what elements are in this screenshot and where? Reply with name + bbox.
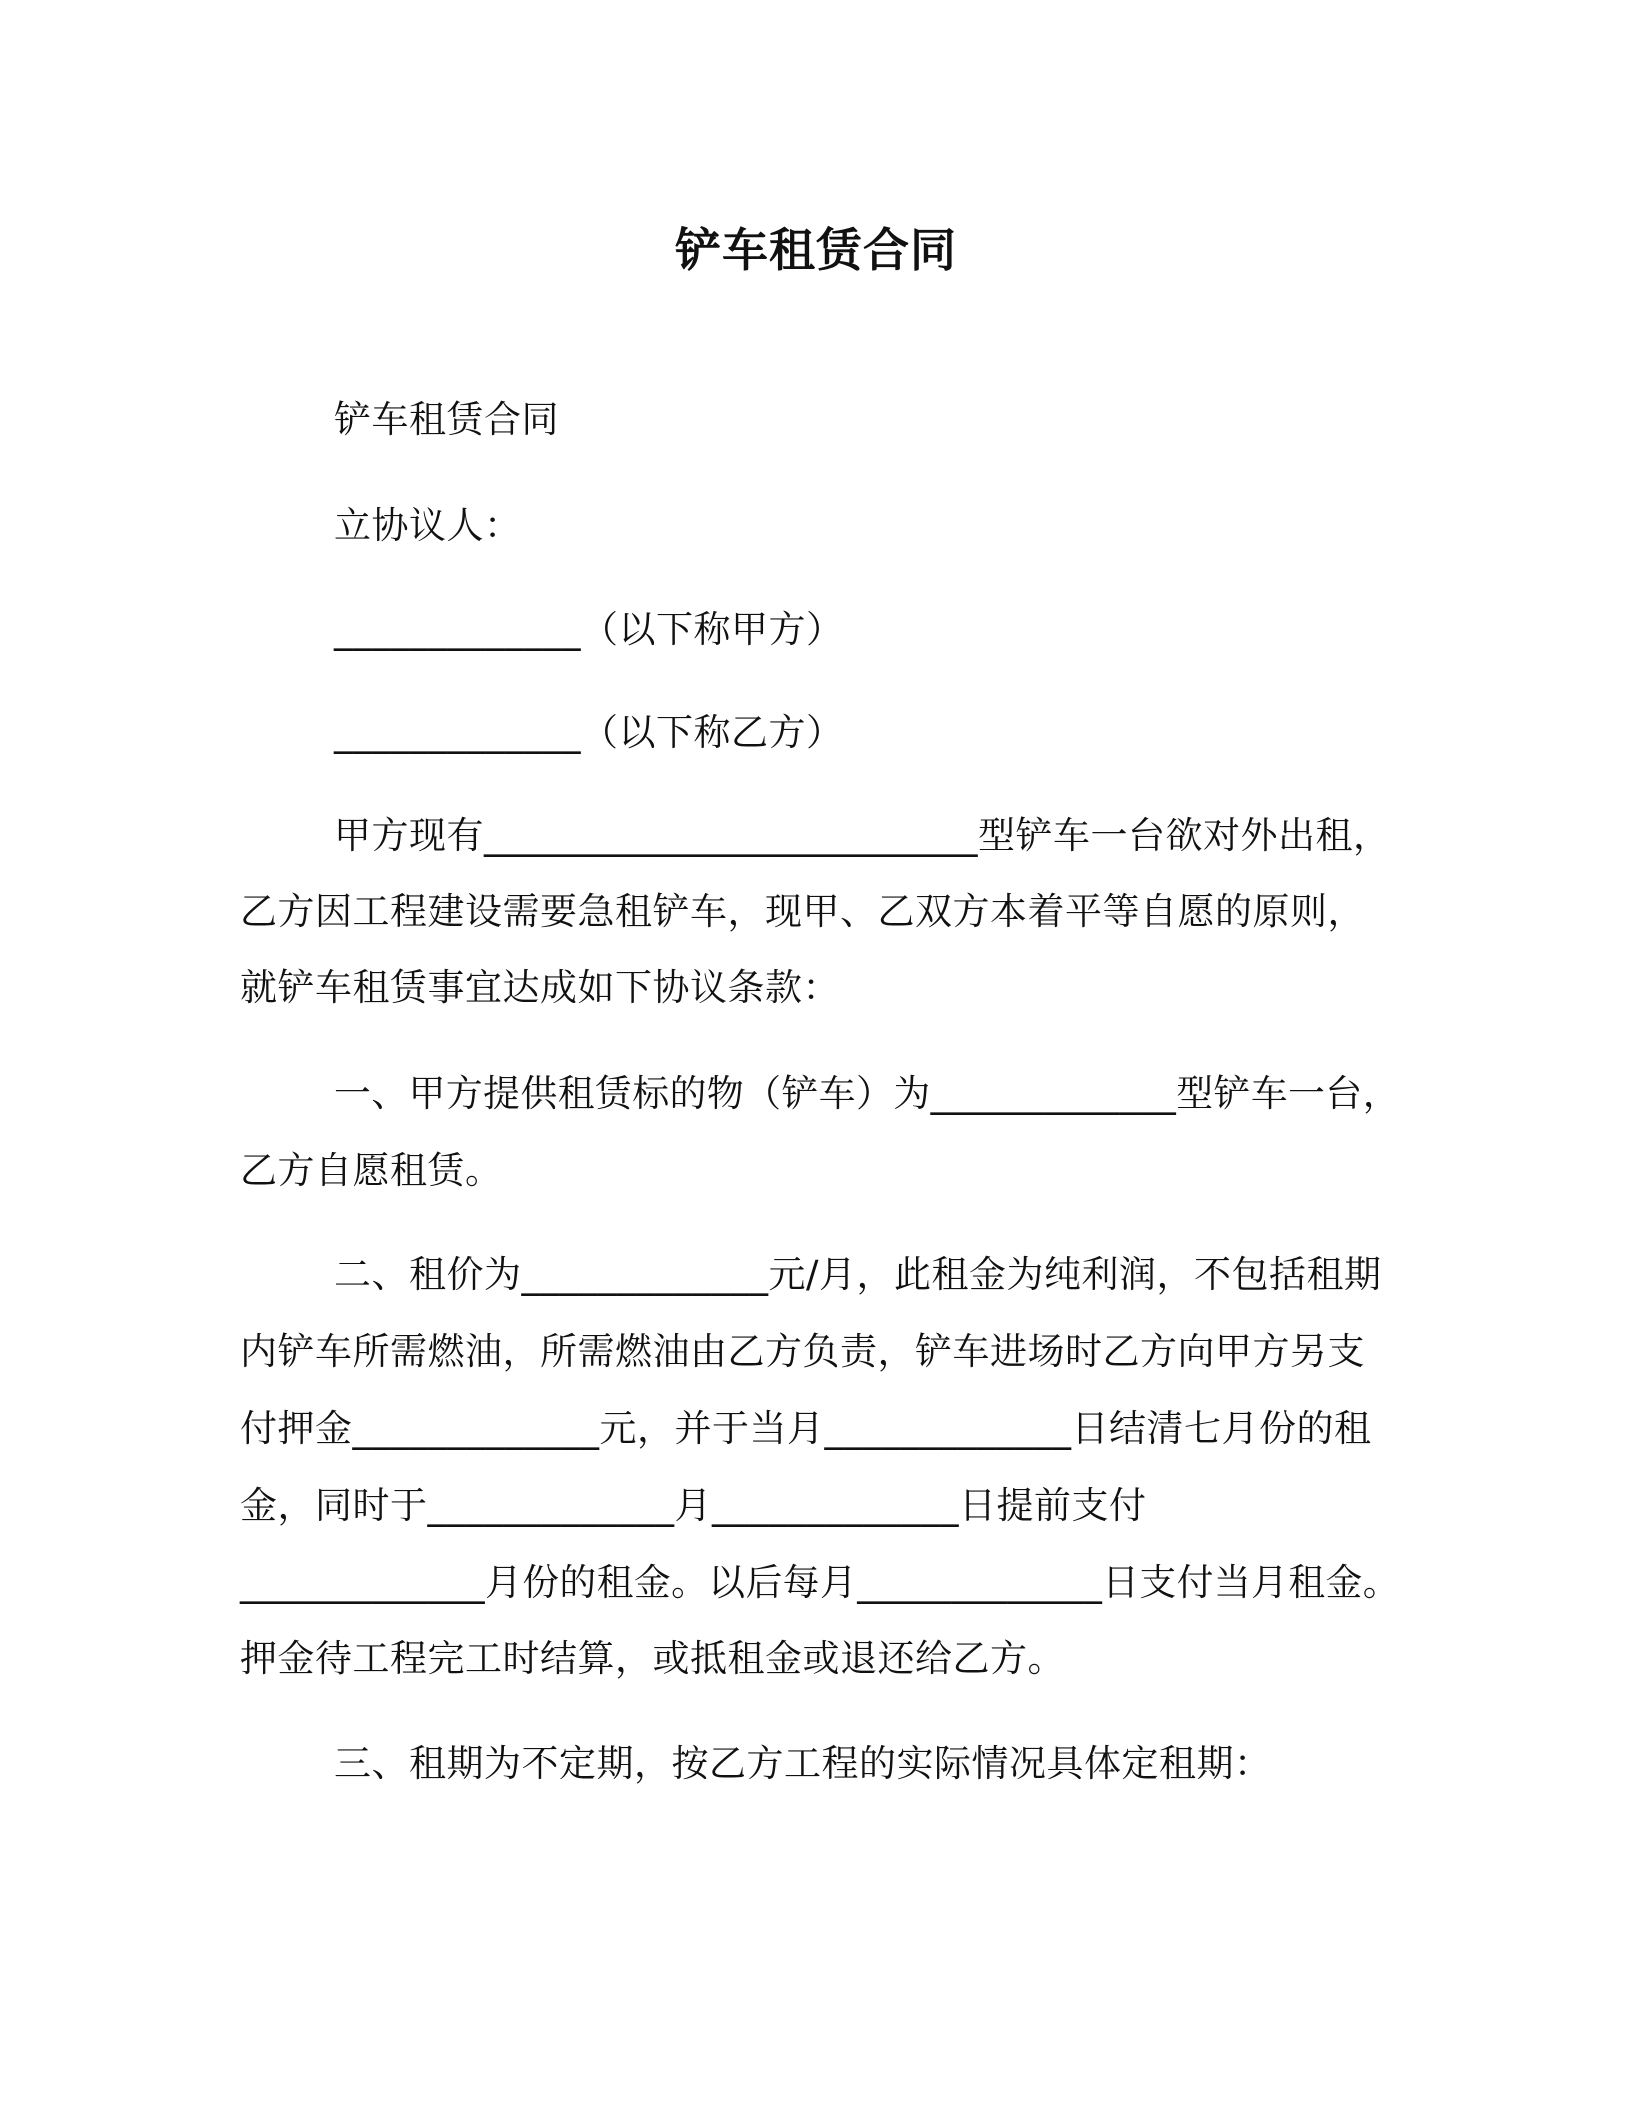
intro-line-1: 甲方现有__________________________型铲车一台欲对外出租， — [334, 814, 1391, 857]
document-title: 铲车租赁合同 — [675, 223, 957, 277]
clause-2-line-6: 押金待工程完工时结算，或抵租金或退还给乙方。 — [240, 1637, 1065, 1680]
parties-label: 立协议人： — [334, 504, 522, 547]
clause-2-line-4: 金，同时于_____________月_____________日提前支付 — [240, 1484, 1147, 1527]
clause-2-line-1: 二、租价为_____________元/月，此租金为纯利润，不包括租期 — [334, 1253, 1382, 1296]
clause-1-line-2: 乙方自愿租赁。 — [240, 1149, 503, 1192]
clause-2-line-2: 内铲车所需燃油，所需燃油由乙方负责，铲车进场时乙方向甲方另支 — [240, 1330, 1365, 1373]
subtitle-line: 铲车租赁合同 — [334, 398, 559, 441]
intro-line-2: 乙方因工程建设需要急租铲车，现甲、乙双方本着平等自愿的原则， — [240, 890, 1365, 933]
clause-2-line-3: 付押金_____________元，并于当月_____________日结清七月份的租 — [240, 1407, 1372, 1450]
clause-2-line-5: _____________月份的租金。以后每月_____________日支付当月租金。 — [240, 1561, 1400, 1604]
clause-3-line-1: 三、租期为不定期，按乙方工程的实际情况具体定租期： — [334, 1742, 1272, 1785]
party-a-line: _____________（以下称甲方） — [334, 608, 844, 651]
clause-1-line-1: 一、甲方提供租赁标的物（铲车）为_____________型铲车一台， — [334, 1072, 1400, 1115]
party-b-line: _____________（以下称乙方） — [334, 711, 844, 754]
intro-line-3: 就铲车租赁事宜达成如下协议条款： — [240, 966, 840, 1009]
